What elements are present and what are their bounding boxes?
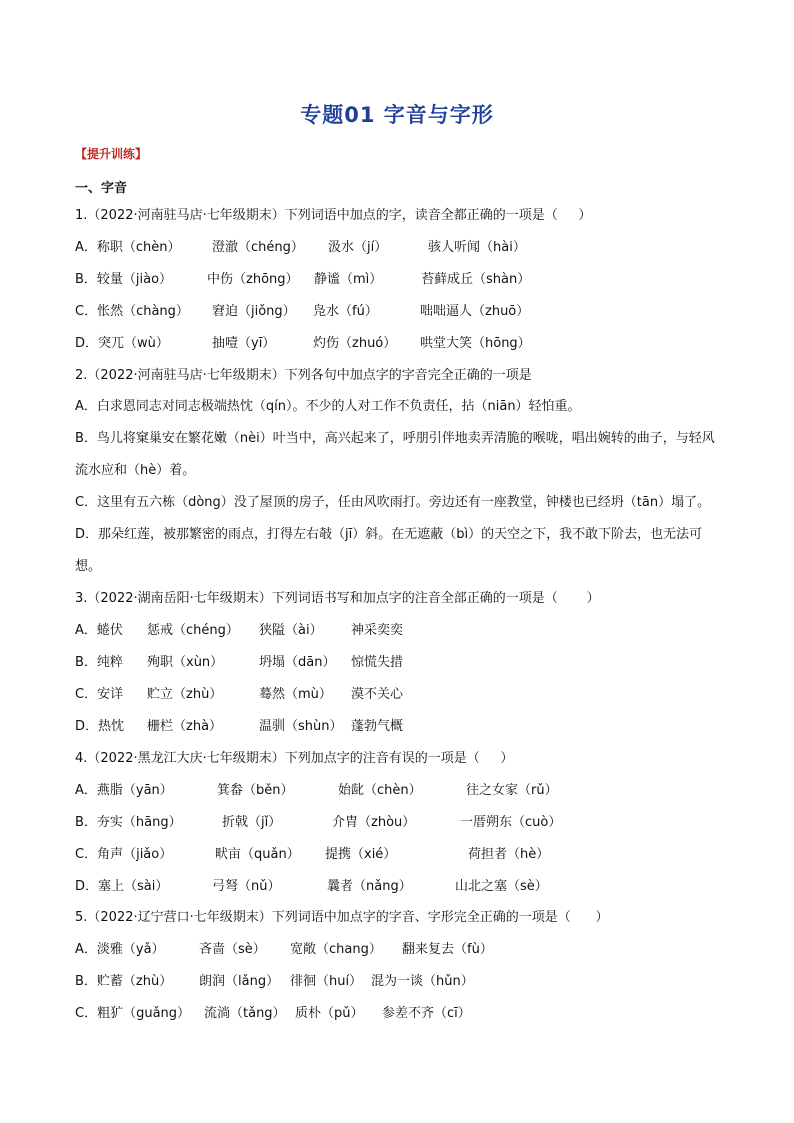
question-1-option-d: D．突兀（wù） 抽噎（yī） 灼伤（zhuó） 哄堂大笑（hōng） [75, 336, 531, 351]
question-4-stem: 4.（2022·黑龙江大庆·七年级期末）下列加点字的注音有误的一项是（ ） [75, 751, 514, 766]
question-3-option-b: B．纯粹 殉职（xùn） 坍塌（dān） 惊慌失措 [75, 655, 404, 670]
question-5-option-b: B．贮蓄（zhù） 朗润（lǎng） 徘徊（huí） 混为一谈（hǔn） [75, 974, 474, 989]
training-tag: 【提升训练】 [75, 147, 148, 161]
question-3-stem: 3.（2022·湖南岳阳·七年级期末）下列词语书写和加点字的注音全部正确的一项是（ ） [75, 591, 600, 606]
question-3-option-a: A．蜷伏 惩戒（chéng） 狭隘（ài） 神采奕奕 [75, 623, 404, 638]
question-1-option-c: C．怅然（chàng） 窘迫（jiǒng） 凫水（fú） 咄咄逼人（zhuō） [75, 304, 530, 319]
page-title: 专题01 字音与字形 [300, 103, 494, 127]
question-2-stem: 2.（2022·河南驻马店·七年级期末）下列各句中加点字的字音完全正确的一项是 [75, 368, 532, 383]
question-1-option-a: A．称职（chèn） 澄澈（chéng） 汲水（jí） 骇人听闻（hài） [75, 240, 526, 255]
question-2-option-d: D．那朵红莲，被那繁密的雨点，打得左右攲（jī）斜。在无遮蔽（bì）的天空之下，我不敢下阶去，也无法可想。 [75, 527, 703, 574]
question-3-option-c: C．安详 贮立（zhù） 蓦然（mù） 漠不关心 [75, 687, 404, 702]
question-1-option-b: B．较量（jiào） 中伤（zhōng） 静谧（mì） 苔藓成丘（shàn） [75, 272, 531, 287]
question-3-option-d: D．热忱 栅栏（zhà） 温驯（shùn） 蓬勃气概 [75, 719, 404, 734]
question-2-option-c: C．这里有五六栋（dòng）没了屋顶的房子，任由风吹雨打。旁边还有一座教堂，钟楼也已经坍（tān）塌了。 [75, 495, 711, 510]
question-2-option-b: B．鸟儿将窠巢安在繁花嫩（nèi）叶当中，高兴起来了，呼朋引伴地卖弄清脆的喉咙，唱出婉转的曲子，与轻风流水应和（hè）着。 [75, 431, 715, 478]
question-5-option-a: A．淡雅（yǎ） 吝啬（sè） 宽敞（chang） 翻来复去（fù） [75, 942, 493, 957]
question-4-option-d: D．塞上（sài） 弓弩（nǔ） 曩者（nǎng） 山北之塞（sè） [75, 879, 548, 894]
section-heading: 一、字音 [75, 181, 128, 196]
question-4-option-b: B．夯实（hāng） 折戟（jǐ） 介胄（zhòu） 一厝朔东（cuò） [75, 815, 562, 830]
question-5-option-c: C．粗犷（guǎng） 流淌（tǎng） 质朴（pǔ） 参差不齐（cī） [75, 1006, 471, 1021]
question-1-stem: 1.（2022·河南驻马店·七年级期末）下列词语中加点的字，读音全都正确的一项是（ ） [75, 208, 592, 223]
question-2-option-a: A．白求恩同志对同志极端热忱（qín）。不少的人对工作不负责任，拈（niān）轻怕重。 [75, 399, 581, 414]
question-5-stem: 5.（2022·辽宁营口·七年级期末）下列词语中加点字的字音、字形完全正确的一项是（ ） [75, 910, 609, 925]
question-4-option-a: A．燕脂（yān） 箕畚（běn） 始龀（chèn） 往之女家（rǔ） [75, 783, 558, 798]
question-4-option-c: C．角声（jiǎo） 畎亩（quǎn） 提携（xié） 荷担者（hè） [75, 847, 550, 862]
